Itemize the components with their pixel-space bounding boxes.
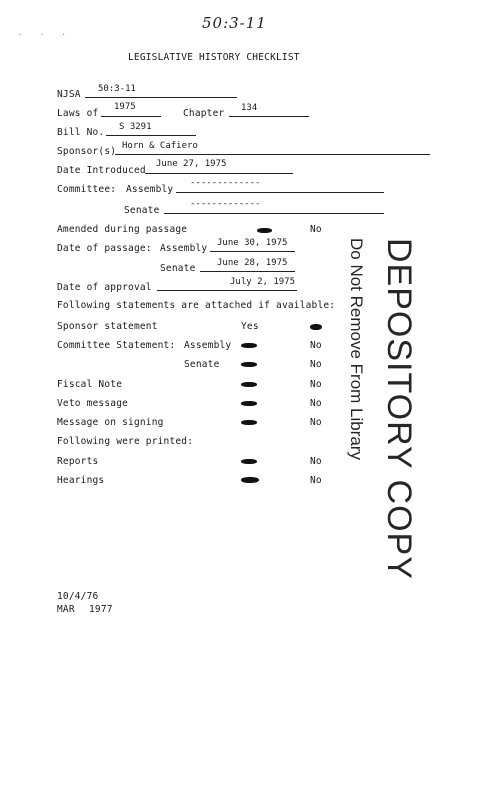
- chapter-underline: [229, 116, 309, 117]
- message-on-signing-yes-blot: [241, 420, 257, 425]
- approval-label: Date of approval: [57, 282, 152, 293]
- sponsors-label: Sponsor(s): [57, 146, 117, 157]
- committee-statement-assembly-no: No: [310, 340, 322, 351]
- reports-no: No: [310, 456, 322, 467]
- bill-no-underline: [106, 135, 196, 136]
- amended-yes-blot: [257, 228, 272, 233]
- njsa-value: 50:3-11: [98, 84, 136, 94]
- handwritten-header: 50:3-11: [202, 14, 267, 32]
- sponsor-statement-no-blot: [310, 324, 322, 330]
- committee-senate-value: -------------: [190, 199, 261, 209]
- fiscal-note-no: No: [310, 379, 322, 390]
- passage-assembly-label: Assembly: [160, 243, 208, 254]
- veto-message-label: Veto message: [57, 398, 129, 409]
- hearings-yes-blot: [241, 477, 259, 483]
- committee-statement-senate-label: Senate: [184, 359, 220, 370]
- following-statements-heading: Following statements are attached if available:: [57, 300, 336, 311]
- footer-date: 10/4/76: [57, 591, 99, 602]
- page-title: LEGISLATIVE HISTORY CHECKLIST: [128, 52, 300, 63]
- margin-specks: · · ·: [18, 30, 73, 39]
- sponsor-statement-yes: Yes: [241, 321, 259, 332]
- following-printed-heading: Following were printed:: [57, 436, 194, 447]
- committee-assembly-value: -------------: [190, 178, 261, 188]
- amended-no: No: [310, 224, 322, 235]
- committee-statement-assembly-yes-blot: [241, 343, 257, 348]
- committee-label: Committee:: [57, 184, 117, 195]
- veto-message-no: No: [310, 398, 322, 409]
- depository-stamp: [340, 238, 418, 580]
- laws-of-value: 1975: [114, 102, 136, 112]
- committee-assembly-underline: [176, 192, 384, 193]
- committee-senate-underline: [164, 213, 384, 214]
- message-on-signing-no: No: [310, 417, 322, 428]
- stamp-do-not-remove: Do Not Remove From Library: [347, 238, 366, 461]
- footer-year: 1977: [89, 604, 113, 615]
- committee-statement-label: Committee Statement:: [57, 340, 176, 351]
- date-introduced-label: Date Introduced: [57, 165, 146, 176]
- njsa-label: NJSA: [57, 89, 81, 100]
- committee-statement-senate-no: No: [310, 359, 322, 370]
- reports-yes-blot: [241, 459, 257, 464]
- chapter-value: 134: [241, 103, 258, 113]
- hearings-no: No: [310, 475, 322, 486]
- stamp-depository-copy: DEPOSITORY COPY: [380, 238, 418, 580]
- sponsor-statement-label: Sponsor statement: [57, 321, 158, 332]
- sponsors-value: Horn & Cafiero: [122, 141, 198, 151]
- chapter-label: Chapter: [183, 108, 225, 119]
- passage-assembly-value: June 30, 1975: [217, 238, 288, 248]
- passage-label: Date of passage:: [57, 243, 152, 254]
- passage-assembly-underline: [210, 251, 295, 252]
- date-introduced-underline: [145, 173, 293, 174]
- fiscal-note-label: Fiscal Note: [57, 379, 123, 390]
- hearings-label: Hearings: [57, 475, 105, 486]
- approval-underline: [157, 290, 297, 291]
- passage-senate-underline: [200, 271, 295, 272]
- bill-no-label: Bill No.: [57, 127, 105, 138]
- njsa-underline: [85, 97, 237, 98]
- committee-assembly-label: Assembly: [126, 184, 174, 195]
- sponsors-underline: [115, 154, 430, 155]
- bill-no-value: S 3291: [119, 122, 152, 132]
- passage-senate-value: June 28, 1975: [217, 258, 288, 268]
- approval-value: July 2, 1975: [230, 277, 296, 287]
- amended-label: Amended during passage: [57, 224, 188, 235]
- committee-senate-label: Senate: [124, 205, 160, 216]
- footer-month: MAR: [57, 604, 75, 615]
- fiscal-note-yes-blot: [241, 382, 257, 387]
- laws-of-underline: [101, 116, 161, 117]
- committee-statement-assembly-label: Assembly: [184, 340, 232, 351]
- laws-of-label: Laws of: [57, 108, 99, 119]
- passage-senate-label: Senate: [160, 263, 196, 274]
- date-introduced-value: June 27, 1975: [156, 159, 227, 169]
- committee-statement-senate-yes-blot: [241, 362, 257, 367]
- message-on-signing-label: Message on signing: [57, 417, 164, 428]
- veto-message-yes-blot: [241, 401, 257, 406]
- reports-label: Reports: [57, 456, 99, 467]
